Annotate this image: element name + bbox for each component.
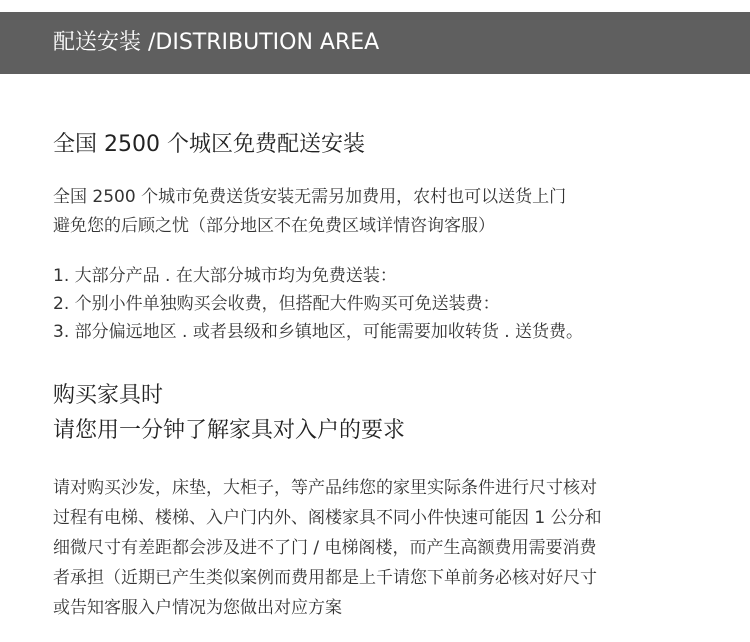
notice-line: 者承担（近期已产生类似案例而费用都是上千请您下单前务必核对好尺寸 bbox=[53, 568, 597, 588]
intro-line: 全国 2500 个城市免费送货安装无需另加费用，农村也可以送货上门 bbox=[53, 187, 567, 207]
furniture-entry-heading bbox=[53, 378, 405, 448]
list-item: 1. 大部分产品 . 在大部分城市均为免费送装： bbox=[53, 266, 397, 286]
list-item: 2. 个别小件单独购买会收费，但搭配大件购买可免送装费： bbox=[53, 294, 500, 314]
notice-line: 过程有电梯、楼梯、入户门内外、阁楼家具不同小件快速可能因 1 公分和 bbox=[53, 508, 602, 528]
furniture-entry-notice bbox=[53, 473, 602, 623]
heading-line: 购买家具时 bbox=[53, 383, 164, 408]
notice-line: 或告知客服入户情况为您做出对应方案 bbox=[53, 598, 342, 618]
intro-line: 避免您的后顾之忧（部分地区不在免费区域详情咨询客服） bbox=[53, 216, 495, 236]
notice-line: 请对购买沙发，床垫，大柜子，等产品纬您的家里实际条件进行尺寸核对 bbox=[53, 478, 597, 498]
free-delivery-intro bbox=[53, 183, 566, 241]
delivery-terms-list bbox=[53, 262, 583, 346]
heading-line: 请您用一分钟了解家具对入户的要求 bbox=[53, 418, 406, 443]
list-item: 3. 部分偏远地区 . 或者县级和乡镇地区，可能需要加收转货 . 送货费。 bbox=[53, 322, 584, 342]
section-header-title: 配送安装 /DISTRIBUTION AREA bbox=[53, 30, 380, 55]
section-header-bar bbox=[0, 12, 750, 74]
free-delivery-heading: 全国 2500 个城区免费配送安装 bbox=[53, 132, 365, 157]
notice-line: 细微尺寸有差距都会涉及进不了门 / 电梯阁楼，而产生高额费用需要消费 bbox=[53, 538, 597, 558]
